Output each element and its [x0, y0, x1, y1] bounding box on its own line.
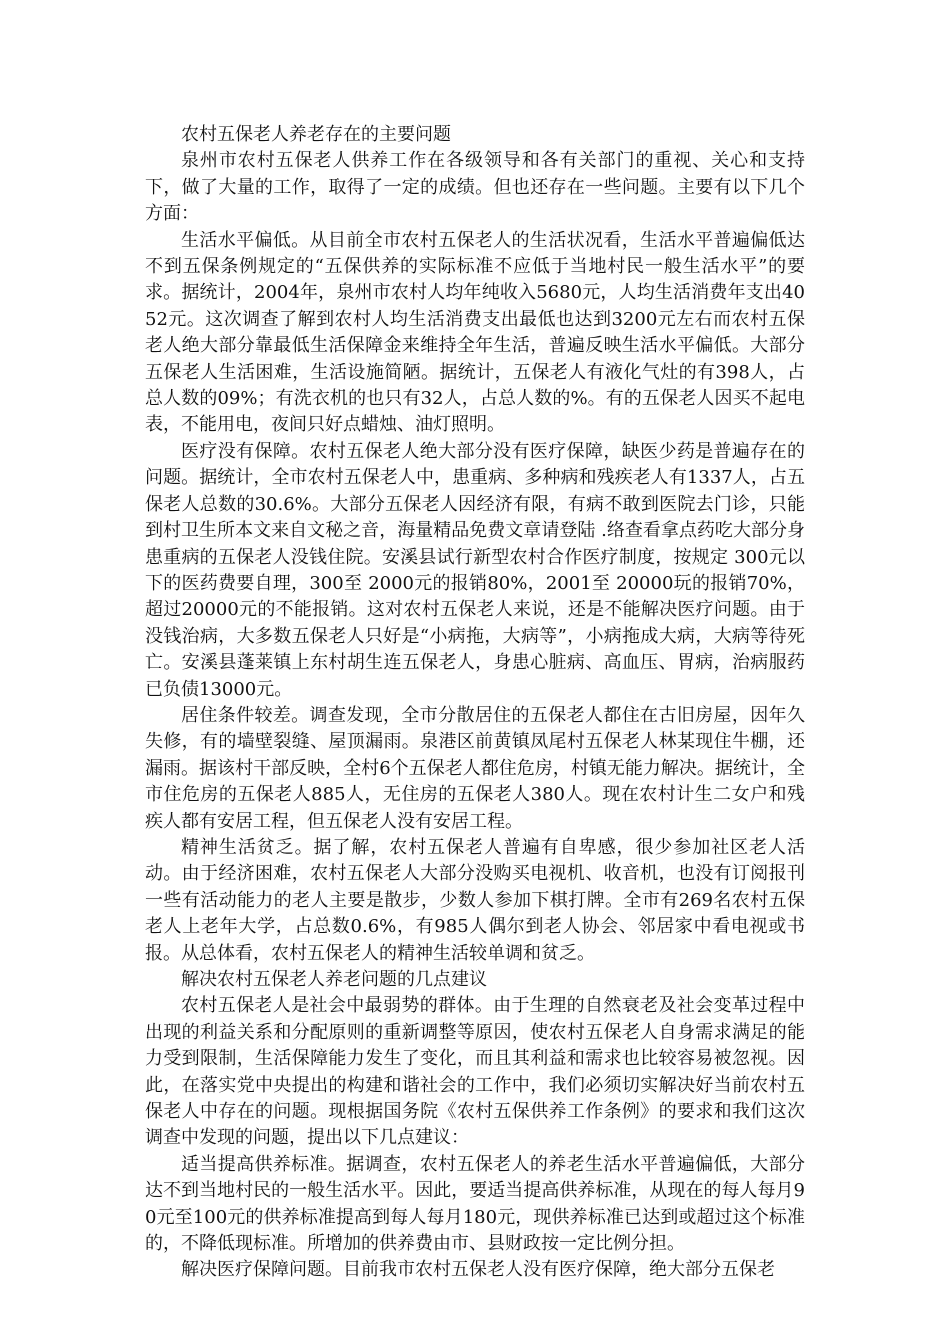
section-heading-main-problems: 农村五保老人养老存在的主要问题	[181, 124, 451, 145]
section-heading-suggestions: 解决农村五保老人养老问题的几点建议	[181, 969, 487, 990]
paragraph-intro: 泉州市农村五保老人供养工作在各级领导和各有关部门的重视、关心和支持下，做了大量的工作，取得了一定的成绩。但也还存在一些问题。主要有以下几个方面：	[145, 150, 805, 225]
paragraph-medical-guarantee: 解决医疗保障问题。目前我市农村五保老人没有医疗保障，绝大部分五保老	[181, 1259, 775, 1281]
paragraph-vulnerable-group: 农村五保老人是社会中最弱势的群体。由于生理的自然衰老及社会变革过程中出现的利益关系和分配原则的重新调整等原因，使农村五保老人自身需求满足的能力受到限制，生活保障能力发生了变化，而且其利益和需求也比较容易被忽视。因此，在落实党中央提出的构建和谐社会的工作中，我们必须切实解决好当前农村五保老人中存在的问题。现根据国务院《农村五保供养工作条例》的要求和我们这次调查中发现的问题，提出以下几点建议：	[145, 995, 805, 1149]
paragraph-medical: 医疗没有保障。农村五保老人绝大部分没有医疗保障，缺医少药是普遍存在的问题。据统计，全市农村五保老人中，患重病、多种病和残疾老人有1337人，占五保老人总数的30.6%。大部分五保老人因经济有限，有病不敢到医院去门诊，只能到村卫生所本文来自文秘之音，海量精品免费文章请登陆 .络查看拿点药吃大部分身患重病的五保老人没钱住院。安溪县试行新型农村合作医疗制度，按规定 300元以下的医药费要自理，300至 2000元的报销80%，2001至 20000玩的报销70%，超过20000元的不能报销。这对农村五保老人来说，还是不能解决医疗问题。由于没钱治病，大多数五保老人只好是“小病拖，大病等”，小病拖成大病，大病等待死亡。安溪县蓬莱镇上东村胡生连五保老人，身患心脏病、高血压、胃病，治病服药已负债13000元。	[145, 440, 805, 700]
paragraph-living-standard: 生活水平偏低。从目前全市农村五保老人的生活状况看，生活水平普遍偏低达不到五保条例规定的“五保供养的实际标准不应低于当地村民一般生活水平”的要求。据统计，2004年，泉州市农村人均年纯收入5680元，人均生活消费年支出4052元。这次调查了解到农村人均生活消费支出最低也达到3200元左右而农村五保老人绝大部分靠最低生活保障金来维持全年生活，普遍反映生活水平偏低。大部分五保老人生活困难，生活设施简陋。据统计，五保老人有液化气灶的有398人，占总人数的09%；有洗衣机的也只有32人，占总人数的%。有的五保老人因买不起电表，不能用电，夜间只好点蜡烛、油灯照明。	[145, 229, 805, 436]
document-body	[145, 122, 805, 1284]
paragraph-housing: 居住条件较差。调查发现，全市分散居住的五保老人都住在古旧房屋，因年久失修，有的墙壁裂缝、屋顶漏雨。泉港区前黄镇凤尾村五保老人林某现住牛棚，还漏雨。据该村干部反映，全村6个五保老人都住危房，村镇无能力解决。据统计，全市住危房的五保老人885人，无住房的五保老人380人。现在农村计生二女户和残疾人都有安居工程，但五保老人没有安居工程。	[145, 704, 805, 832]
paragraph-raise-standard: 适当提高供养标准。据调查，农村五保老人的养老生活水平普遍偏低，大部分达不到当地村民的一般生活水平。因此，要适当提高供养标准，从现在的每人每月90元至100元的供养标准提高到每人每月180元，现供养标准已达到或超过这个标准的，不降低现标准。所增加的供养费由市、县财政按一定比例分担。	[145, 1153, 805, 1255]
paragraph-spiritual-life: 精神生活贫乏。据了解，农村五保老人普遍有自卑感，很少参加社区老人活动。由于经济困难，农村五保老人大部分没购买电视机、收音机，也没有订阅报刊一些有活动能力的老人主要是散步，少数人参加下棋打牌。全市有269名农村五保老人上老年大学，占总数0.6%，有985人偶尔到老人协会、邻居家中看电视或书报。从总体看，农村五保老人的精神生活较单调和贫乏。	[145, 836, 805, 964]
